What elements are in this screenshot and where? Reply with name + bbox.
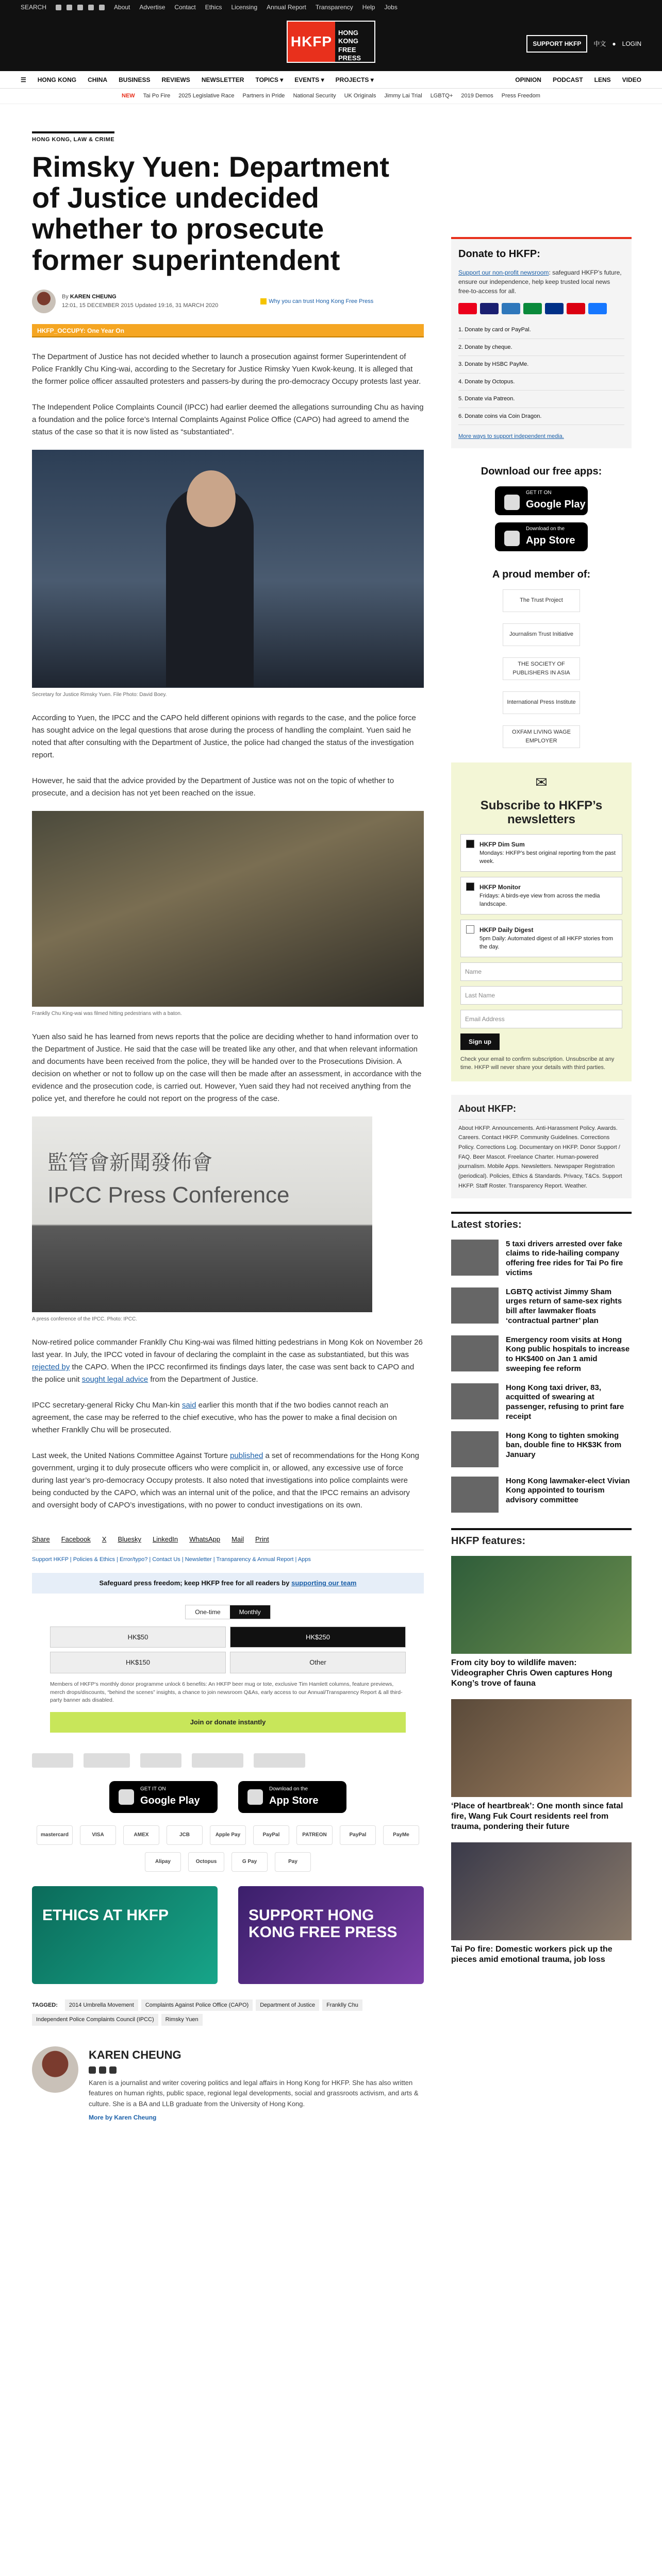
image-caption: A press conference of the IPCC. Photo: IPCC. bbox=[32, 1316, 137, 1323]
face-shape bbox=[187, 470, 236, 527]
payment-icon[interactable]: AMEX bbox=[123, 1825, 159, 1845]
sopa-logo[interactable] bbox=[140, 1753, 181, 1768]
story-thumbnail[interactable] bbox=[451, 1240, 499, 1276]
checkbox[interactable] bbox=[466, 925, 474, 934]
share-bar bbox=[32, 1527, 424, 1550]
tag[interactable]: Rimsky Yuen bbox=[161, 2014, 203, 2026]
about-title: About HKFP: bbox=[458, 1102, 624, 1120]
donate-option[interactable]: 2. Donate by cheque. bbox=[458, 339, 624, 357]
byline bbox=[32, 286, 424, 317]
trending-link[interactable]: Jimmy Lai Trial bbox=[384, 93, 422, 99]
google-play-button[interactable]: GET IT ON Google Play bbox=[109, 1781, 218, 1813]
newsletter-signup bbox=[451, 762, 632, 1081]
member-logo[interactable]: THE SOCIETY OF PUBLISHERS IN ASIA bbox=[503, 657, 580, 680]
said-link[interactable]: said bbox=[181, 1401, 196, 1410]
trending-link[interactable]: 2019 Demos bbox=[461, 93, 493, 99]
story-thumbnail[interactable] bbox=[451, 1287, 499, 1324]
latest-item[interactable]: LGBTQ activist Jimmy Sham urges return of same-sex rights bill after lawmaker floats ‘contractual partner’ plan bbox=[451, 1287, 632, 1326]
trending-link[interactable]: UK Originals bbox=[344, 93, 376, 99]
trust-link[interactable]: Why you can trust Hong Kong Free Press bbox=[260, 297, 373, 306]
x-icon[interactable] bbox=[89, 2066, 96, 2074]
support-promo[interactable]: SUPPORT HONG KONG FREE PRESS bbox=[238, 1886, 424, 1984]
sidebar bbox=[451, 237, 632, 1975]
user-icon[interactable]: ● bbox=[612, 40, 616, 47]
tag[interactable]: Complaints Against Police Office (CAPO) bbox=[141, 1999, 253, 2011]
ethics-promo[interactable]: ETHICS AT HKFP bbox=[32, 1886, 218, 1984]
support-newsroom-link[interactable]: Support our non-profit newsroom bbox=[458, 269, 549, 276]
nav-item-hong-kong[interactable]: HONG KONG bbox=[37, 76, 77, 83]
share-print[interactable]: Print bbox=[255, 1535, 269, 1544]
amex-icon bbox=[502, 303, 520, 314]
nav-item-topics[interactable]: TOPICS ▾ bbox=[255, 76, 284, 83]
paypal-icon bbox=[545, 303, 564, 314]
more-ways-link[interactable]: More ways to support independent media. bbox=[458, 433, 564, 439]
latest-stories bbox=[451, 1212, 632, 1513]
top-link-help[interactable]: Help bbox=[362, 4, 375, 11]
apple-icon bbox=[504, 531, 520, 546]
app-store-button[interactable]: Download on the App Store bbox=[495, 522, 588, 551]
x-icon[interactable] bbox=[67, 5, 72, 10]
member-logo[interactable]: OXFAM LIVING WAGE EMPLOYER bbox=[503, 725, 580, 748]
payment-icon[interactable]: mastercard bbox=[37, 1825, 73, 1845]
amount-option[interactable]: HK$250 bbox=[230, 1626, 406, 1648]
payment-methods bbox=[32, 1825, 424, 1872]
top-link-ethics[interactable]: Ethics bbox=[205, 4, 222, 11]
author-photo[interactable] bbox=[32, 2046, 78, 2093]
app-store-buttons bbox=[32, 1781, 424, 1813]
paragraph: Last week, the United Nations Committee Against Torture published a set of recommendations for the Hong Kong government, urging it to duly prosecute officers who were complicit in, or allowed, any excessive use of force during last year’s pro-democracy Occupy protests. It also noted that investigations into police complaints were being conducted by the CAPO, which was an internal unit of the police, and that the IPCC remains an advisory and oversight body of CAPO’s investigations, with no power to conduct investigations on its own. bbox=[32, 1451, 419, 1510]
email-field[interactable]: Email Address bbox=[460, 1010, 622, 1028]
trending-link[interactable]: 2025 Legislative Race bbox=[178, 93, 235, 99]
tag[interactable]: Department of Justice bbox=[256, 1999, 319, 2011]
article-category[interactable]: HONG KONG, LAW & CRIME bbox=[32, 131, 114, 144]
feature-image[interactable] bbox=[451, 1699, 632, 1797]
image-caption: Franklly Chu King-wai was filmed hitting pedestrians with a baton. bbox=[32, 1011, 182, 1017]
latest-title: Latest stories: bbox=[451, 1212, 632, 1232]
masthead-actions bbox=[526, 35, 641, 53]
ipi-logo[interactable] bbox=[192, 1753, 243, 1768]
features-title: HKFP features: bbox=[451, 1528, 632, 1549]
press-title-cn: 監管會新聞發佈會 bbox=[47, 1151, 212, 1175]
nav-item-newsletter[interactable]: NEWSLETTER bbox=[201, 76, 244, 83]
author-avatar[interactable] bbox=[32, 290, 56, 313]
top-utility-bar bbox=[0, 0, 662, 14]
sidebar-app-buttons bbox=[451, 486, 632, 551]
youtube-icon[interactable] bbox=[88, 5, 94, 10]
trust-icon bbox=[260, 298, 267, 304]
google-play-button[interactable]: GET IT ON Google Play bbox=[495, 486, 588, 515]
article-dates: 12:01, 15 DECEMBER 2015 Updated 19:16, 31 MARCH 2020 bbox=[62, 302, 219, 309]
more-by-author-link[interactable]: More by Karen Cheung bbox=[89, 2114, 157, 2122]
top-link-licensing[interactable]: Licensing bbox=[231, 4, 258, 11]
latest-item[interactable]: Emergency room visits at Hong Kong public hospitals to increase to HK$400 on Jan 1 amid sweeping fee reform bbox=[451, 1335, 632, 1374]
visa-icon bbox=[480, 303, 499, 314]
logo-text: HONG KONG FREE PRESS bbox=[335, 22, 374, 62]
donate-title: Donate to HKFP: bbox=[458, 248, 540, 260]
trending-link[interactable]: LGBTQ+ bbox=[430, 93, 453, 99]
top-link-advertise[interactable]: Advertise bbox=[139, 4, 166, 11]
series-banner[interactable]: HKFP_OCCUPY: One Year On bbox=[32, 324, 424, 337]
newsletter-option[interactable]: HKFP Monitor Fridays: A birds-eye view from across the media landscape. bbox=[460, 877, 622, 914]
login-link[interactable]: LOGIN bbox=[622, 40, 641, 47]
member-logo[interactable]: International Press Institute bbox=[503, 691, 580, 714]
language-link[interactable]: 中文 bbox=[593, 40, 606, 47]
feature-image[interactable] bbox=[451, 1842, 632, 1940]
nav-item-lens[interactable]: LENS bbox=[594, 76, 611, 83]
story-thumbnail[interactable] bbox=[451, 1383, 499, 1419]
payment-icon[interactable]: PayPal bbox=[340, 1825, 376, 1845]
donate-intro: Support our non-profit newsroom: safeguard HKFP’s future, ensure our independence, help keep trusted local news free-to-access for all. bbox=[458, 269, 622, 295]
newsletter-option[interactable]: HKFP Daily Digest 5pm Daily: Automated digest of all HKFP stories from the day. bbox=[460, 920, 622, 957]
facebook-icon[interactable] bbox=[99, 2066, 106, 2074]
payment-icon[interactable]: PayMe bbox=[383, 1825, 419, 1845]
top-link-transparency[interactable]: Transparency bbox=[315, 4, 353, 11]
top-link-jobs[interactable]: Jobs bbox=[384, 4, 398, 11]
feature-item[interactable]: From city boy to wildlife maven: Videographer Chris Owen captures Hong Kong’s trove of fauna bbox=[451, 1556, 632, 1689]
latest-item[interactable]: Hong Kong lawmaker-elect Vivian Kong appointed to tourism advisory committee bbox=[451, 1477, 632, 1513]
logo-mark: HKFP bbox=[288, 22, 335, 62]
ipcc-press-conference-photo bbox=[32, 1116, 372, 1312]
story-thumbnail[interactable] bbox=[451, 1477, 499, 1513]
monthly-option[interactable]: Monthly bbox=[230, 1605, 270, 1619]
proud-title: A proud member of: bbox=[492, 568, 591, 580]
apps-title: Download our free apps: bbox=[481, 465, 602, 477]
trending-link[interactable]: Press Freedom bbox=[501, 93, 540, 99]
author-name[interactable]: KAREN CHEUNG bbox=[70, 293, 117, 300]
payment-icon[interactable]: Alipay bbox=[145, 1852, 181, 1872]
member-logo[interactable]: The Trust Project bbox=[503, 589, 580, 612]
support-hkfp-button[interactable]: SUPPORT HKFP bbox=[526, 35, 587, 53]
google-play-icon bbox=[504, 495, 520, 510]
checkbox[interactable] bbox=[466, 840, 474, 848]
nav-item-business[interactable]: BUSINESS bbox=[119, 76, 151, 83]
social-icons bbox=[56, 5, 105, 10]
signup-button[interactable]: Sign up bbox=[460, 1033, 500, 1050]
paragraph: Now-retired police commander Franklly Chu King-wai was filmed hitting pedestrians in Mong Kok on November 26 last year. In July, the IPCC voted in favour of declaring the complaint in the case as substantiated, but this was rejected by the CAPO. When the IPCC reconfirmed its findings days later, the case was sent back to CAPO and the police unit sought legal advice from the Department of Justice. bbox=[32, 1338, 423, 1384]
trending-bar bbox=[0, 89, 662, 104]
payment-icon[interactable]: VISA bbox=[80, 1825, 116, 1845]
donate-option[interactable]: 1. Donate by card or PayPal. bbox=[458, 321, 624, 339]
paragraph: According to Yuen, the IPCC and the CAPO held different opinions with regards to the case, and the police force has sought advice on the legal questions that arose during the process of handling the complaint. Yuen said he noted that after consulting with the Department of Justice, the police had changed the status of the investigation report. bbox=[32, 714, 416, 760]
author-box-name[interactable]: KAREN CHEUNG bbox=[89, 2048, 181, 2061]
donate-option[interactable]: 3. Donate by HSBC PayMe. bbox=[458, 356, 624, 374]
about-box bbox=[451, 1095, 632, 1198]
tag[interactable]: Franklly Chu bbox=[322, 1999, 362, 2011]
safeguard-banner: Safeguard press freedom; keep HKFP free for all readers by supporting our team bbox=[32, 1573, 424, 1594]
latest-item[interactable]: Hong Kong taxi driver, 83, acquitted of swearing at passenger, refusing to print fare receipt bbox=[451, 1383, 632, 1422]
top-link-about[interactable]: About bbox=[114, 4, 130, 11]
payme-icon bbox=[567, 303, 585, 314]
share-linkedin[interactable]: LinkedIn bbox=[153, 1535, 178, 1544]
donation-widget bbox=[32, 1605, 424, 1733]
trending-link[interactable]: Tai Po Fire bbox=[143, 93, 171, 99]
share-bluesky[interactable]: Bluesky bbox=[118, 1535, 141, 1544]
nav-item-opinion[interactable]: OPINION bbox=[515, 76, 541, 83]
frequency-toggle bbox=[185, 1605, 270, 1619]
latest-item[interactable]: 5 taxi drivers arrested over fake claims to ride-hailing company offering free rides for Tai Po fire victims bbox=[451, 1240, 632, 1278]
protest-photo bbox=[32, 811, 424, 1007]
checkbox[interactable] bbox=[466, 883, 474, 891]
amount-option[interactable]: HK$50 bbox=[50, 1626, 226, 1648]
payment-icon[interactable]: G Pay bbox=[231, 1852, 268, 1872]
tag-list bbox=[32, 1999, 424, 2026]
jti-logo[interactable] bbox=[84, 1753, 130, 1768]
promo-banners bbox=[32, 1886, 424, 1984]
byline-prefix: By bbox=[62, 293, 69, 300]
support-team-link[interactable]: supporting our team bbox=[291, 1579, 357, 1587]
paragraph: Yuen also said he has learned from news reports that the police are deciding whether to hand information over to the Department of Justice. He said that the case will be treated like any other, and that when relevant information and documents have been received from the police, they will be handed over to the Prosecutions Division. A decision on whether or not to follow up on the case will then be made after an assessment, in accordance with the evidence and the prosecution code, is carried out. However, Yuen said they had not received anything from the police yet, and therefore he could not report on the progress of the case. bbox=[32, 1032, 422, 1104]
rss-icon[interactable] bbox=[99, 5, 105, 10]
new-badge: NEW bbox=[122, 93, 135, 99]
last-name-field[interactable]: Last Name bbox=[460, 986, 622, 1005]
footer-links[interactable]: Support HKFP | Policies & Ethics | Error/typo? | Contact Us | Newsletter | Transparency & Annual Report | Apps bbox=[32, 1556, 311, 1563]
author-social bbox=[89, 2066, 424, 2074]
member-benefits: Members of HKFP‘s monthly donor programme unlock 6 benefits: An HKFP beer mug or tote, exclusive Tim Hamlett columns, feature previews, merch drops/discounts, “behind the scenes” insights, a chance to join newsroom Q&As, early access to our Annual/Transparency Report & all third-party banner ads disabled. bbox=[50, 1681, 403, 1704]
feature-item[interactable]: Tai Po fire: Domestic workers pick up the pieces amid emotional trauma, job loss bbox=[451, 1842, 632, 1965]
payment-icon[interactable]: PATREON bbox=[296, 1825, 333, 1845]
legal-advice-link[interactable]: sought legal advice bbox=[81, 1375, 148, 1384]
donate-option[interactable]: 6. Donate coins via Coin Dragon. bbox=[458, 408, 624, 426]
main-nav bbox=[0, 71, 662, 89]
top-link-annual-report[interactable]: Annual Report bbox=[267, 4, 306, 11]
linkedin-icon[interactable] bbox=[109, 2066, 117, 2074]
newsletter-footnote: Check your email to confirm subscription. Unsubscribe at any time. HKFP will never share your details with third parties. bbox=[460, 1056, 615, 1071]
byline-meta bbox=[62, 293, 218, 311]
amount-grid bbox=[50, 1626, 406, 1673]
alipay-icon bbox=[588, 303, 607, 314]
rejected-link[interactable]: rejected by bbox=[32, 1363, 70, 1372]
top-link-contact[interactable]: Contact bbox=[174, 4, 196, 11]
member-logo[interactable]: Journalism Trust Initiative bbox=[503, 623, 580, 646]
tag[interactable]: 2014 Umbrella Movement bbox=[65, 1999, 138, 2011]
feature-item[interactable]: ‘Place of heartbreak’: One month since fatal fire, Wang Fuk Court residents reel from trauma, pondering their future bbox=[451, 1699, 632, 1832]
tags-label: TAGGED: bbox=[32, 2002, 58, 2008]
author-bio: Karen is a journalist and writer covering politics and legal affairs in Hong Kong for HKFP. She has also written features on human rights, public space, regional legal developments, social and grassroots activism, and arts & culture. She is a BA and LLB graduate from the University of Hong Kong. bbox=[89, 2078, 419, 2108]
first-name-field[interactable]: Name bbox=[460, 962, 622, 981]
share-whatsapp[interactable]: WhatsApp bbox=[189, 1535, 221, 1544]
donate-option[interactable]: 5. Donate via Patreon. bbox=[458, 391, 624, 408]
press-title-en: IPCC Press Conference bbox=[47, 1182, 290, 1208]
trending-link[interactable]: National Security bbox=[293, 93, 336, 99]
payment-icon[interactable]: JCB bbox=[167, 1825, 203, 1845]
image-caption: Secretary for Justice Rimsky Yuen. File Photo: David Boey. bbox=[32, 692, 167, 698]
nav-item-video[interactable]: VIDEO bbox=[622, 76, 641, 83]
trust-project-logo[interactable] bbox=[32, 1753, 73, 1768]
feature-image[interactable] bbox=[451, 1556, 632, 1654]
nav-item-projects[interactable]: PROJECTS ▾ bbox=[335, 76, 374, 83]
tag[interactable]: Independent Police Complaints Council (IPCC) bbox=[32, 2014, 158, 2026]
hkfp-logo[interactable] bbox=[287, 21, 375, 63]
share-mail[interactable]: Mail bbox=[231, 1535, 244, 1544]
one-time-option[interactable]: One-time bbox=[195, 1608, 221, 1616]
share-x[interactable]: X bbox=[102, 1535, 107, 1544]
paragraph: The Department of Justice has not decided whether to launch a prosecution against former Superintendent of Police Franklly Chu King-wai, according to the Secretary for Justice Rimsky Yuen Kwok-keung. It is alleged that the former police officer assaulted protesters and passers-by during the pro-democracy Occupy protests last year. bbox=[32, 352, 421, 386]
share-facebook[interactable]: Facebook bbox=[61, 1535, 91, 1544]
app-store-button[interactable]: Download on the App Store bbox=[238, 1781, 346, 1813]
story-thumbnail[interactable] bbox=[451, 1335, 499, 1371]
trending-link[interactable]: Partners in Pride bbox=[242, 93, 285, 99]
apple-icon bbox=[247, 1789, 263, 1805]
donate-box bbox=[451, 237, 632, 448]
story-thumbnail[interactable] bbox=[451, 1431, 499, 1467]
oxfam-logo[interactable] bbox=[254, 1753, 305, 1768]
author-box bbox=[32, 2046, 424, 2122]
join-donate-button[interactable]: Join or donate instantly bbox=[50, 1712, 406, 1733]
published-link[interactable]: published bbox=[230, 1451, 263, 1461]
payment-icon[interactable]: Pay bbox=[275, 1852, 311, 1872]
mail-icon: ✉ bbox=[535, 774, 548, 790]
top-link-search[interactable]: SEARCH bbox=[21, 4, 47, 11]
google-play-icon bbox=[119, 1789, 134, 1805]
instagram-icon[interactable] bbox=[77, 5, 83, 10]
latest-item[interactable]: Hong Kong to tighten smoking ban, double fine to HK$3K from January bbox=[451, 1431, 632, 1467]
paragraph: However, he said that the advice provided by the Department of Justice was not on the topic of whether to prosecute, and a decision has not yet been reached on the issue. bbox=[32, 776, 394, 798]
partner-logos bbox=[32, 1753, 424, 1768]
newsletter-title: Subscribe to HKFP’s newsletters bbox=[480, 798, 603, 827]
rimsky-yuen-photo bbox=[32, 450, 424, 688]
payment-icon[interactable]: Octopus bbox=[188, 1852, 224, 1872]
donate-option[interactable]: 4. Donate by Octopus. bbox=[458, 374, 624, 391]
about-links[interactable]: About HKFP. Announcements. Anti-Harassment Policy. Awards. Careers. Contact HKFP. Community Guidelines. Corrections Policy. Corrections Log. Documentary on HKFP. Donor Support / FAQ. Beer Mascot. Freelance Charter. Human-powered journalism. Mobile Apps. Newsletters. Newspaper Registration (periodical). Policies, Ethics & Standards. Privacy, T&Cs. Support HKFP. Staff Roster. Transparency Report. Weather. bbox=[458, 1125, 622, 1189]
amount-option[interactable]: Other bbox=[230, 1652, 406, 1673]
paragraph: IPCC secretary-general Ricky Chu Man-kin said earlier this month that if the two bodies cannot reach an agreement, the case may be referred to the chief executive, who has the power to make a final decision on whether Franklly Chu will be prosecuted. bbox=[32, 1401, 397, 1435]
share-label: Share bbox=[32, 1535, 50, 1544]
payment-icon[interactable]: PayPal bbox=[253, 1825, 289, 1845]
mastercard-icon bbox=[458, 303, 477, 314]
features-list bbox=[451, 1528, 632, 1965]
nav-menu-icon[interactable]: ☰ bbox=[21, 76, 26, 83]
facebook-icon[interactable] bbox=[56, 5, 61, 10]
jcb-icon bbox=[523, 303, 542, 314]
nav-item-events[interactable]: EVENTS ▾ bbox=[294, 76, 324, 83]
article-title: Rimsky Yuen: Department of Justice undecided whether to prosecute former superintendent bbox=[32, 150, 389, 276]
paragraph: The Independent Police Complaints Council (IPCC) had earlier deemed the allegations surrounding Chu as having a foundation and the police force’s Internal Complaints Against Police Office (CAPO) had agreed to amend the status of the case so that it is now listed as “substantiated”. bbox=[32, 403, 424, 437]
article-main bbox=[32, 131, 424, 2122]
nav-item-reviews[interactable]: REVIEWS bbox=[161, 76, 190, 83]
member-logos bbox=[451, 589, 632, 748]
newsletter-option[interactable]: HKFP Dim Sum Mondays: HKFP’s best original reporting from the past week. bbox=[460, 834, 622, 872]
payment-icon[interactable]: Apple Pay bbox=[210, 1825, 246, 1845]
nav-item-podcast[interactable]: PODCAST bbox=[552, 76, 583, 83]
card-icons bbox=[458, 303, 624, 314]
nav-item-china[interactable]: CHINA bbox=[88, 76, 108, 83]
amount-option[interactable]: HK$150 bbox=[50, 1652, 226, 1673]
